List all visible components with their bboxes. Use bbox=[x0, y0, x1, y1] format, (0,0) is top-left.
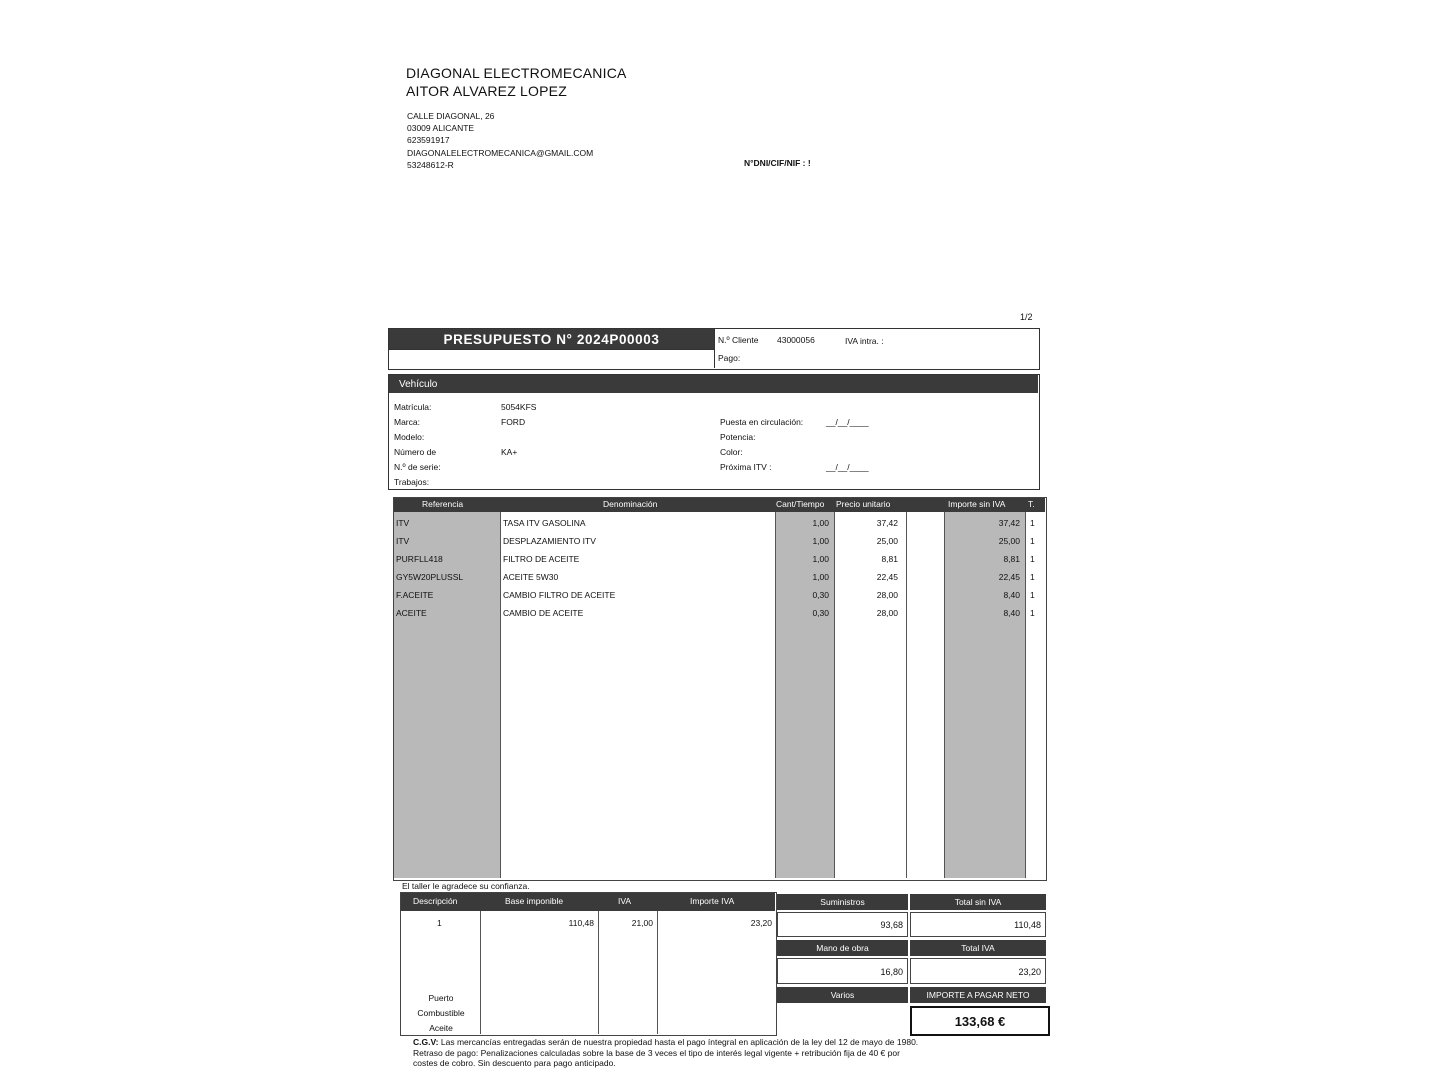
row-unit-price: 28,00 bbox=[876, 608, 898, 618]
tax-row-iva: 21,00 bbox=[631, 918, 653, 928]
row-reference: F.ACEITE bbox=[396, 590, 434, 600]
col-iva-amount: Importe IVA bbox=[690, 896, 735, 906]
row-tax: 1 bbox=[1030, 590, 1035, 600]
row-tax: 1 bbox=[1030, 536, 1035, 546]
col-unit-price: Precio unitario bbox=[836, 499, 891, 509]
total-without-iva-value: 110,48 bbox=[910, 912, 1046, 937]
tax-row-base: 110,48 bbox=[568, 918, 594, 928]
cgv-line-1: Las mercancías entregadas serán de nuestra propiedad hasta el pago íntegral en aplicación de la ley del 12 de mayo de 1980. bbox=[440, 1037, 919, 1047]
note-fuel: Combustible bbox=[417, 1008, 465, 1018]
next-itv-value: __/__/____ bbox=[826, 462, 869, 472]
row-tax: 1 bbox=[1030, 554, 1035, 564]
row-tax: 1 bbox=[1030, 518, 1035, 528]
divider bbox=[657, 911, 658, 1034]
net-amount-label: IMPORTE A PAGAR NETO bbox=[910, 987, 1046, 1003]
row-reference: PURFLL418 bbox=[396, 554, 443, 564]
quantity-column-shade bbox=[776, 512, 834, 878]
total-iva-label: Total IVA bbox=[910, 940, 1046, 956]
payment-label: Pago: bbox=[718, 353, 741, 363]
divider bbox=[389, 349, 714, 350]
company-owner: AITOR ALVAREZ LOPEZ bbox=[406, 83, 567, 99]
client-number-label: N.º Cliente bbox=[718, 335, 759, 345]
registration-label: Puesta en circulación: bbox=[720, 417, 804, 427]
note-port: Puerto bbox=[428, 993, 454, 1003]
company-header bbox=[406, 64, 627, 100]
supplies-label: Suministros bbox=[777, 894, 908, 910]
row-quantity: 1,00 bbox=[812, 518, 829, 528]
tax-row-description: 1 bbox=[437, 918, 442, 928]
model-label: Modelo: bbox=[394, 432, 425, 442]
col-amount: Importe sin IVA bbox=[948, 499, 1006, 509]
row-description: CAMBIO FILTRO DE ACEITE bbox=[503, 590, 616, 600]
row-description: CAMBIO DE ACEITE bbox=[503, 608, 584, 618]
number-label: Número de bbox=[394, 447, 437, 457]
serial-label: N.º de serie: bbox=[394, 462, 441, 472]
iva-intra-label: IVA intra. : bbox=[845, 336, 884, 346]
client-number: 43000056 bbox=[777, 335, 815, 345]
supplies-value: 93,68 bbox=[777, 912, 908, 937]
general-conditions bbox=[413, 1037, 1045, 1069]
note-oil: Aceite bbox=[429, 1023, 453, 1033]
cgv-label: C.G.V: bbox=[413, 1037, 439, 1047]
row-unit-price: 25,00 bbox=[876, 536, 898, 546]
col-quantity: Cant/Tiempo bbox=[776, 499, 825, 509]
row-description: TASA ITV GASOLINA bbox=[503, 518, 586, 528]
col-tax: T. bbox=[1028, 499, 1035, 509]
total-iva-value: 23,20 bbox=[910, 958, 1046, 984]
net-amount-value: 133,68 € bbox=[910, 1006, 1050, 1036]
company-tax-id: 53248612-R bbox=[407, 159, 454, 170]
row-tax: 1 bbox=[1030, 572, 1035, 582]
labour-label: Mano de obra bbox=[777, 940, 908, 956]
company-city: 03009 ALICANTE bbox=[407, 123, 475, 134]
row-amount: 8,81 bbox=[1003, 554, 1020, 564]
row-quantity: 1,00 bbox=[812, 536, 829, 546]
brand-value: FORD bbox=[501, 417, 526, 427]
row-reference: GY5W20PLUSSL bbox=[396, 572, 464, 582]
col-base: Base imponible bbox=[505, 896, 564, 906]
row-description: FILTRO DE ACEITE bbox=[503, 554, 580, 564]
client-tax-label: N°DNI/CIF/NIF : ! bbox=[744, 158, 811, 168]
row-unit-price: 28,00 bbox=[876, 590, 898, 600]
row-amount: 8,40 bbox=[1003, 590, 1020, 600]
row-amount: 22,45 bbox=[998, 572, 1020, 582]
row-tax: 1 bbox=[1030, 608, 1035, 618]
quote-title: PRESUPUESTO N° 2024P00003 bbox=[389, 329, 714, 349]
registration-value: __/__/____ bbox=[826, 417, 869, 427]
company-address bbox=[407, 110, 593, 171]
row-reference: ITV bbox=[396, 518, 410, 528]
divider bbox=[714, 329, 715, 368]
thanks-message: El taller le agradece su confianza. bbox=[402, 881, 530, 891]
row-description: DESPLAZAMIENTO ITV bbox=[503, 536, 596, 546]
row-reference: ACEITE bbox=[396, 608, 427, 618]
row-quantity: 1,00 bbox=[812, 554, 829, 564]
power-label: Potencia: bbox=[720, 432, 756, 442]
divider bbox=[906, 498, 907, 878]
company-name: DIAGONAL ELECTROMECANICA bbox=[406, 65, 627, 81]
row-unit-price: 8,81 bbox=[881, 554, 898, 564]
labour-value: 16,80 bbox=[777, 958, 908, 984]
col-description: Denominación bbox=[603, 499, 658, 509]
plate-value: 5054KFS bbox=[501, 402, 537, 412]
total-without-iva-label: Total sin IVA bbox=[910, 894, 1046, 910]
reference-column-shade bbox=[394, 512, 500, 878]
divider bbox=[500, 498, 501, 878]
row-quantity: 1,00 bbox=[812, 572, 829, 582]
col-iva: IVA bbox=[618, 896, 632, 906]
model-value: KA+ bbox=[501, 447, 518, 457]
row-amount: 8,40 bbox=[1003, 608, 1020, 618]
row-description: ACEITE 5W30 bbox=[503, 572, 559, 582]
col-reference: Referencia bbox=[422, 499, 464, 509]
work-label: Trabajos: bbox=[394, 477, 430, 487]
row-quantity: 0,30 bbox=[812, 608, 829, 618]
row-reference: ITV bbox=[396, 536, 410, 546]
divider bbox=[1025, 498, 1026, 878]
cgv-line-2: Retraso de pago: Penalizaciones calculadas sobre la base de 3 veces el tipo de interés legal vigente + retribución fija de 40 € por bbox=[413, 1047, 900, 1058]
plate-label: Matrícula: bbox=[394, 402, 432, 412]
col-description: Descripción bbox=[413, 896, 458, 906]
tax-row-iva-amount: 23,20 bbox=[750, 918, 772, 928]
brand-label: Marca: bbox=[394, 417, 420, 427]
row-unit-price: 37,42 bbox=[876, 518, 898, 528]
next-itv-label: Próxima ITV : bbox=[720, 462, 772, 472]
divider bbox=[598, 911, 599, 1034]
row-amount: 25,00 bbox=[998, 536, 1020, 546]
row-unit-price: 22,45 bbox=[876, 572, 898, 582]
cgv-line-3: costes de cobro. Sin descuento para pago anticipado. bbox=[413, 1058, 616, 1068]
color-label: Color: bbox=[720, 447, 743, 457]
misc-label: Varios bbox=[777, 987, 908, 1003]
amount-column-shade bbox=[945, 512, 1025, 878]
divider bbox=[834, 498, 835, 878]
company-email: DIAGONALELECTROMECANICA@GMAIL.COM bbox=[407, 147, 594, 158]
row-quantity: 0,30 bbox=[812, 590, 829, 600]
company-phone: 623591917 bbox=[407, 135, 450, 146]
company-street: CALLE DIAGONAL, 26 bbox=[407, 111, 495, 121]
vehicle-header: Vehículo bbox=[389, 375, 1038, 393]
row-amount: 37,42 bbox=[998, 518, 1020, 528]
page-number: 1/2 bbox=[1020, 312, 1033, 322]
